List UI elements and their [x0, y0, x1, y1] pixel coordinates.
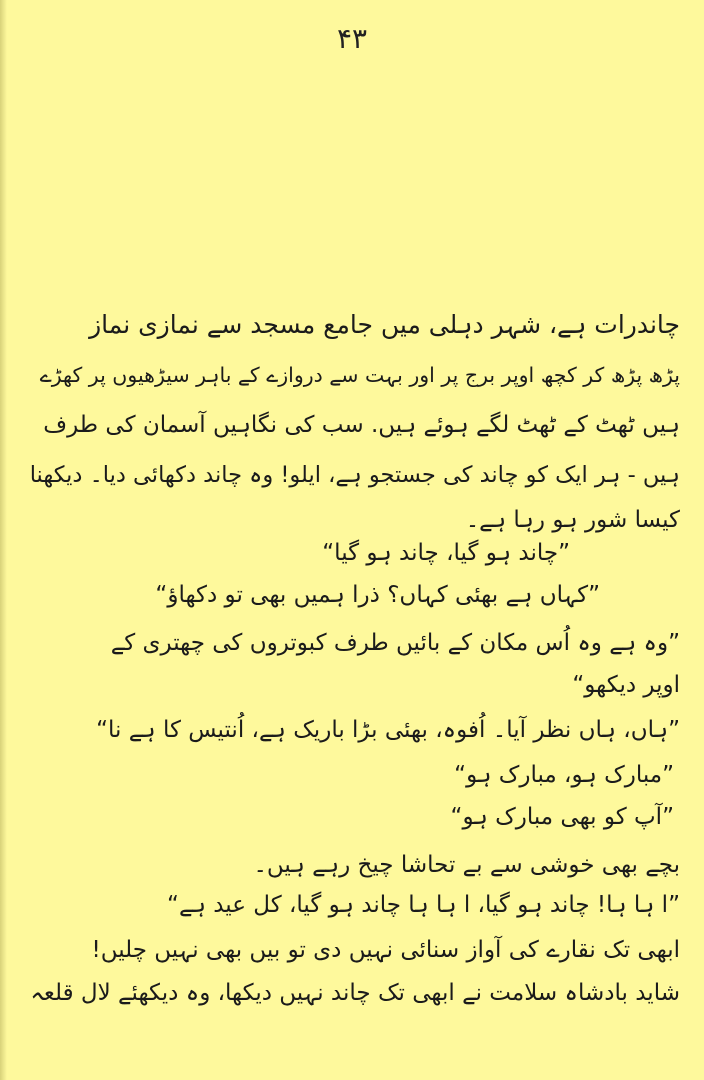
- page-edge-shadow: [0, 0, 7, 1080]
- page-number: ۴۳: [336, 22, 368, 55]
- dialogue-line: ”وہ ہے وہ اُس مکان کے بائیں طرف کبوتروں کی چھتری کے: [110, 630, 680, 656]
- dialogue-line: ”چاند ہو گیا، چاند ہو گیا“: [322, 540, 570, 566]
- text-line: چاندرات ہے، شہر دہلی میں جامع مسجد سے نمازی نماز: [89, 310, 680, 339]
- text-line: بچے بھی خوشی سے بے تحاشا چیخ رہے ہیں۔: [253, 852, 680, 878]
- dialogue-line: ”ہاں، ہاں نظر آیا۔ اُفوہ، بھئی بڑا باریک ہے، اُنتیس کا ہے نا“: [96, 717, 680, 743]
- text-line: ہیں ٹھٹ کے ٹھٹ لگے ہوئے ہیں. سب کی نگاہیں آسمان کی طرف: [43, 412, 680, 438]
- text-line: شاید بادشاہ سلامت نے ابھی تک چاند نہیں دیکھا، وہ دیکھئے لال قلعہ: [30, 980, 680, 1006]
- dialogue-line: ”مبارک ہو، مبارک ہو“: [454, 762, 674, 788]
- text-line: کیسا شور ہو رہا ہے۔: [465, 507, 680, 533]
- dialogue-line: اوپر دیکھو“: [572, 672, 680, 698]
- text-line: پڑھ پڑھ کر کچھ اوپر برج پر اور بہت سے دروازے کے باہر سیڑھیوں پر کھڑے: [39, 363, 680, 387]
- dialogue-line: ”کہاں ہے بھئی کہاں؟ ذرا ہمیں بھی تو دکھاؤ“: [155, 582, 600, 608]
- dialogue-line: ”آپ کو بھی مبارک ہو“: [450, 804, 674, 830]
- text-line: ہیں - ہر ایک کو چاند کی جستجو ہے، ایلو! وہ چاند دکھائی دیا۔ دیکھنا: [29, 462, 680, 488]
- text-line: ابھی تک نقارے کی آواز سنائی نہیں دی تو بیں بھی نہیں چلیں!: [91, 937, 680, 963]
- dialogue-line: ”ا ہا ہا! چاند ہو گیا، ا ہا ہا چاند ہو گیا، کل عید ہے“: [167, 892, 680, 918]
